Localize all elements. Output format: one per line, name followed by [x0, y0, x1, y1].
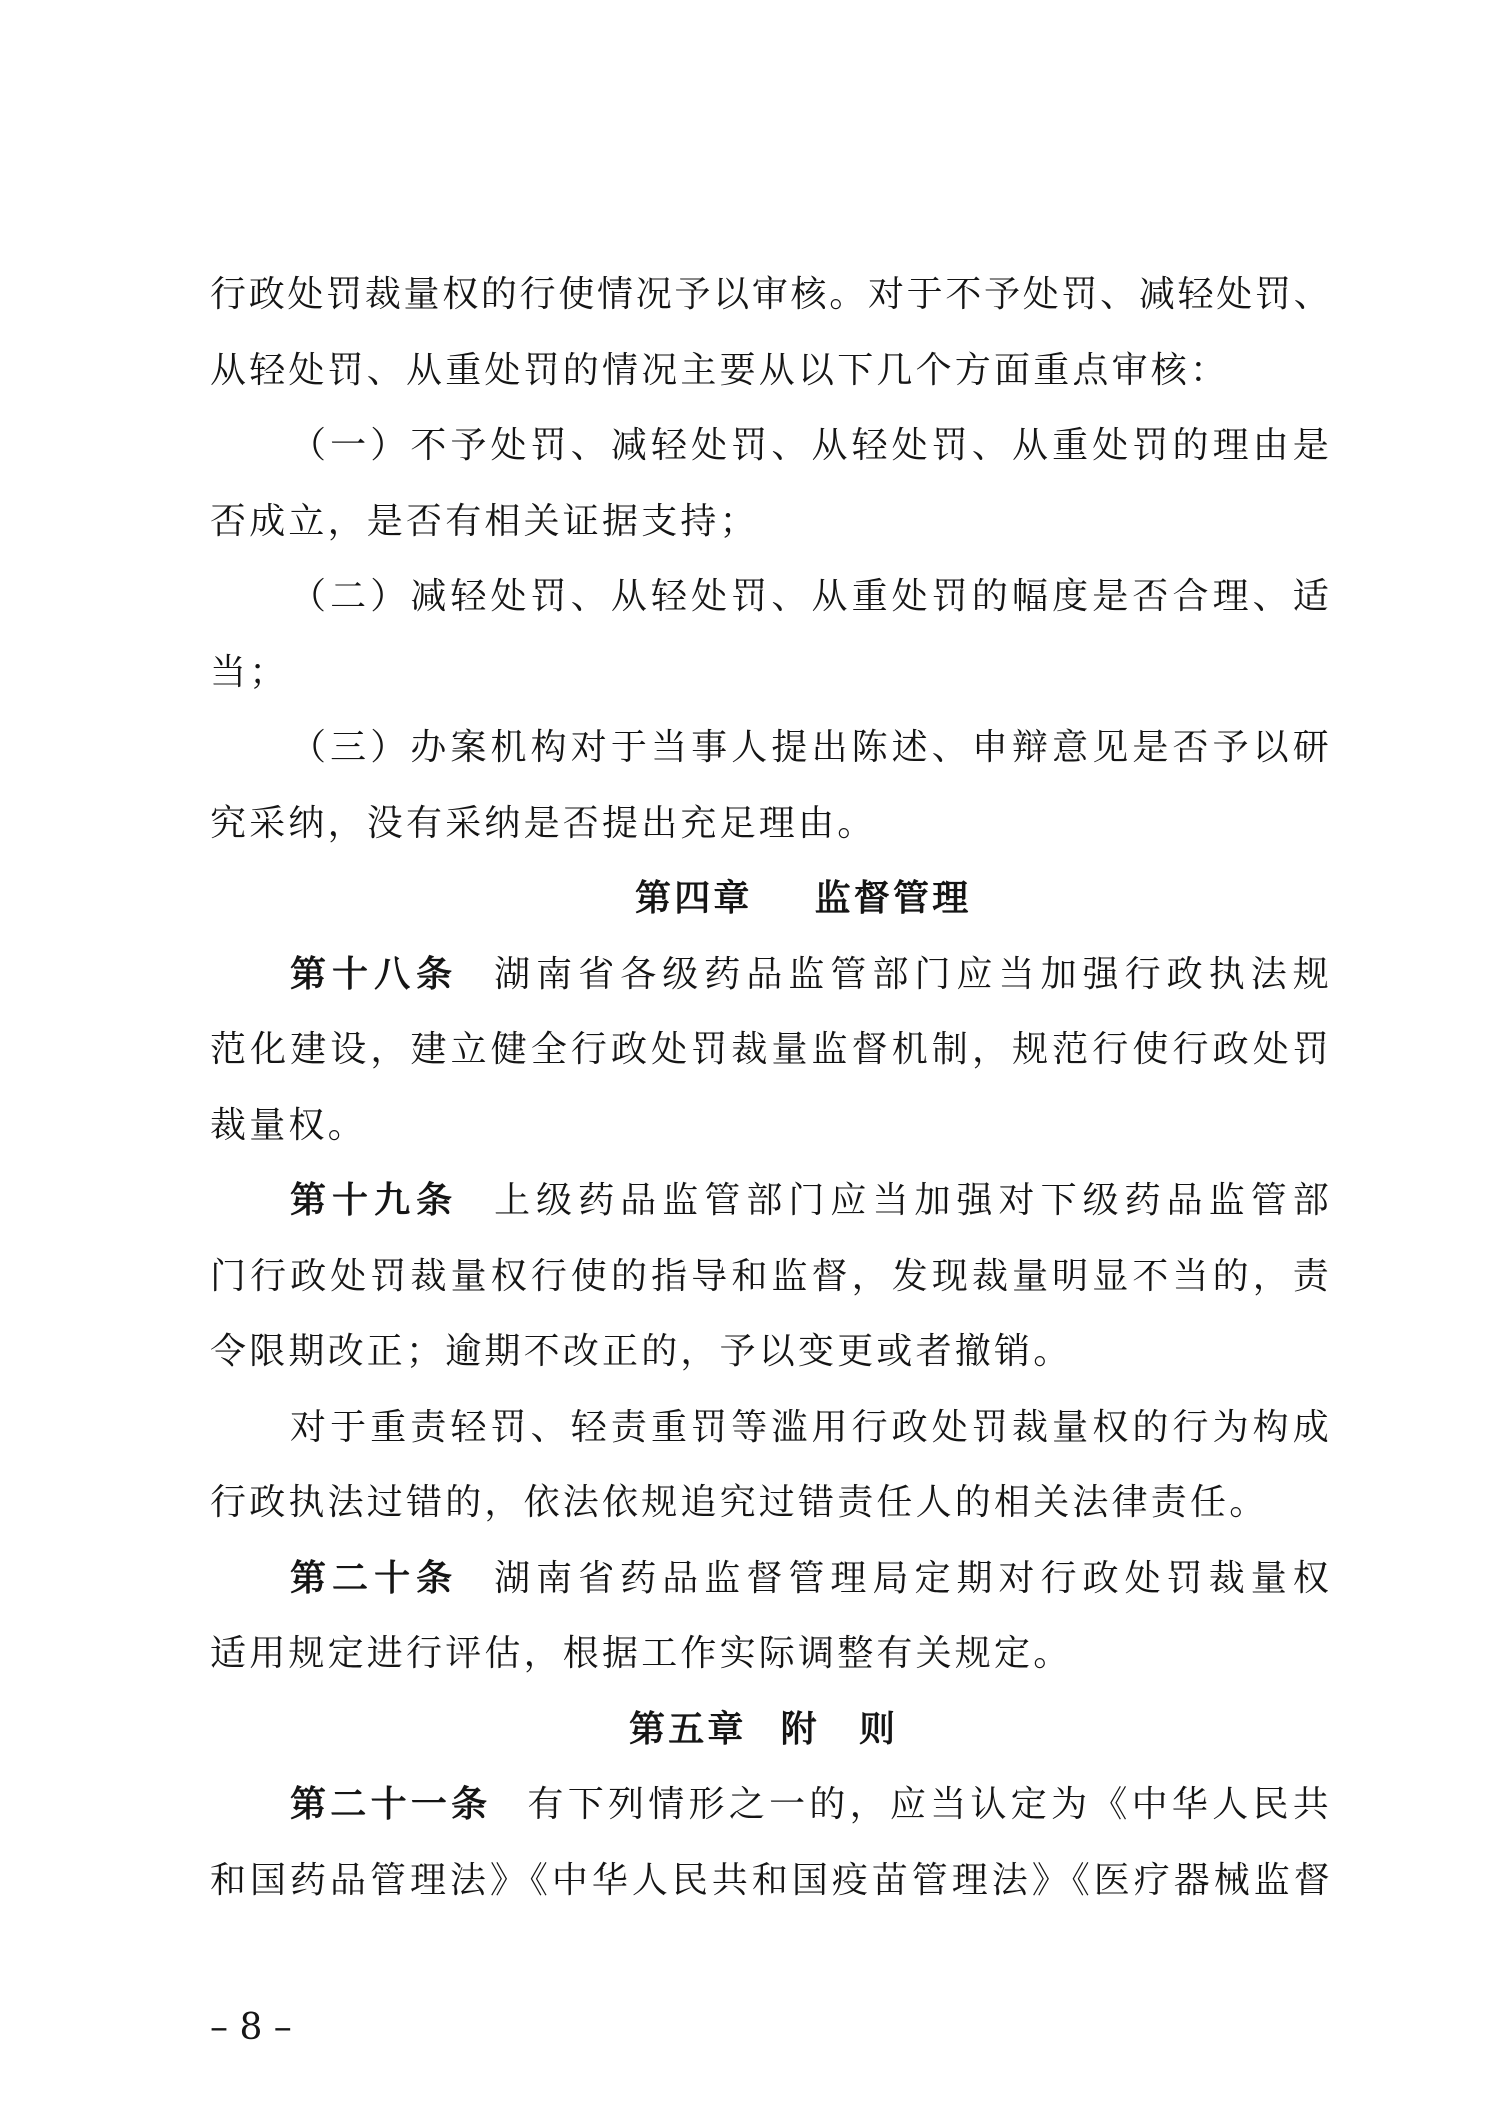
text-line: （三）办案机构对于当事人提出陈述、申辩意见是否予以研 — [290, 727, 1332, 768]
chapter-number: 第四章 — [635, 878, 753, 919]
chapter-heading — [210, 1692, 1332, 1768]
article-label: 第十八条 — [290, 953, 459, 995]
text-line: 行政执法过错的，依法依规追究过错责任人的相关法律责任。 — [210, 1482, 1269, 1523]
review-item-1 — [210, 408, 1332, 559]
text-line: 行政处罚裁量权的行使情况予以审核。对于不予处罚、减轻处罚、 — [210, 274, 1332, 315]
paragraph-review-intro — [210, 257, 1332, 408]
article-first-line — [210, 1163, 1332, 1239]
article-20 — [210, 1541, 1332, 1692]
article-first-line — [210, 1767, 1332, 1843]
article-first-line — [210, 937, 1332, 1013]
text-line: 否成立，是否有相关证据支持； — [210, 500, 759, 542]
article-text: 有下列情形之一的，应当认定为《中华人民共 — [527, 1784, 1332, 1825]
text-line: 当； — [210, 651, 289, 693]
text-line: 对于重责轻罚、轻责重罚等滥用行政处罚裁量权的行为构成 — [290, 1406, 1332, 1448]
article-19-second-paragraph — [210, 1390, 1332, 1541]
page-number: – 8 – — [210, 2007, 292, 2048]
article-text: 上级药品监管部门应当加强对下级药品监管部 — [494, 1180, 1332, 1221]
review-item-3 — [210, 710, 1332, 861]
article-19 — [210, 1163, 1332, 1390]
text-line: （一）不予处罚、减轻处罚、从轻处罚、从重处罚的理由是 — [290, 425, 1332, 466]
text-line: 从轻处罚、从重处罚的情况主要从以下几个方面重点审核： — [210, 349, 1230, 391]
article-text: 湖南省药品监督管理局定期对行政处罚裁量权 — [494, 1557, 1332, 1599]
chapter-title: 附 则 — [780, 1708, 899, 1750]
article-label: 第十九条 — [290, 1180, 459, 1221]
article-first-line — [210, 1541, 1332, 1617]
article-label: 第二十条 — [290, 1557, 459, 1599]
document-body — [210, 257, 1332, 1918]
text-line: 门行政处罚裁量权行使的指导和监督，发现裁量明显不当的，责 — [210, 1255, 1332, 1297]
article-21 — [210, 1767, 1332, 1918]
chapter-title: 监督管理 — [814, 878, 972, 919]
text-line: 究采纳，没有采纳是否提出充足理由。 — [210, 802, 877, 844]
review-item-2 — [210, 559, 1332, 710]
text-line: 令限期改正；逾期不改正的，予以变更或者撤销。 — [210, 1331, 1073, 1372]
text-line: （二）减轻处罚、从轻处罚、从重处罚的幅度是否合理、适 — [290, 576, 1332, 617]
text-line: 和国药品管理法》《中华人民共和国疫苗管理法》《医疗器械监督 — [210, 1859, 1332, 1901]
article-label: 第二十一条 — [290, 1784, 492, 1825]
chapter-heading — [210, 861, 1332, 937]
article-text: 湖南省各级药品监管部门应当加强行政执法规 — [494, 953, 1332, 995]
chapter-number: 第五章 — [629, 1708, 747, 1750]
text-line: 适用规定进行评估，根据工作实际调整有关规定。 — [210, 1633, 1073, 1674]
text-line: 裁量权。 — [210, 1104, 367, 1146]
article-18 — [210, 937, 1332, 1164]
text-line: 范化建设，建立健全行政处罚裁量监督机制，规范行使行政处罚 — [210, 1029, 1332, 1070]
